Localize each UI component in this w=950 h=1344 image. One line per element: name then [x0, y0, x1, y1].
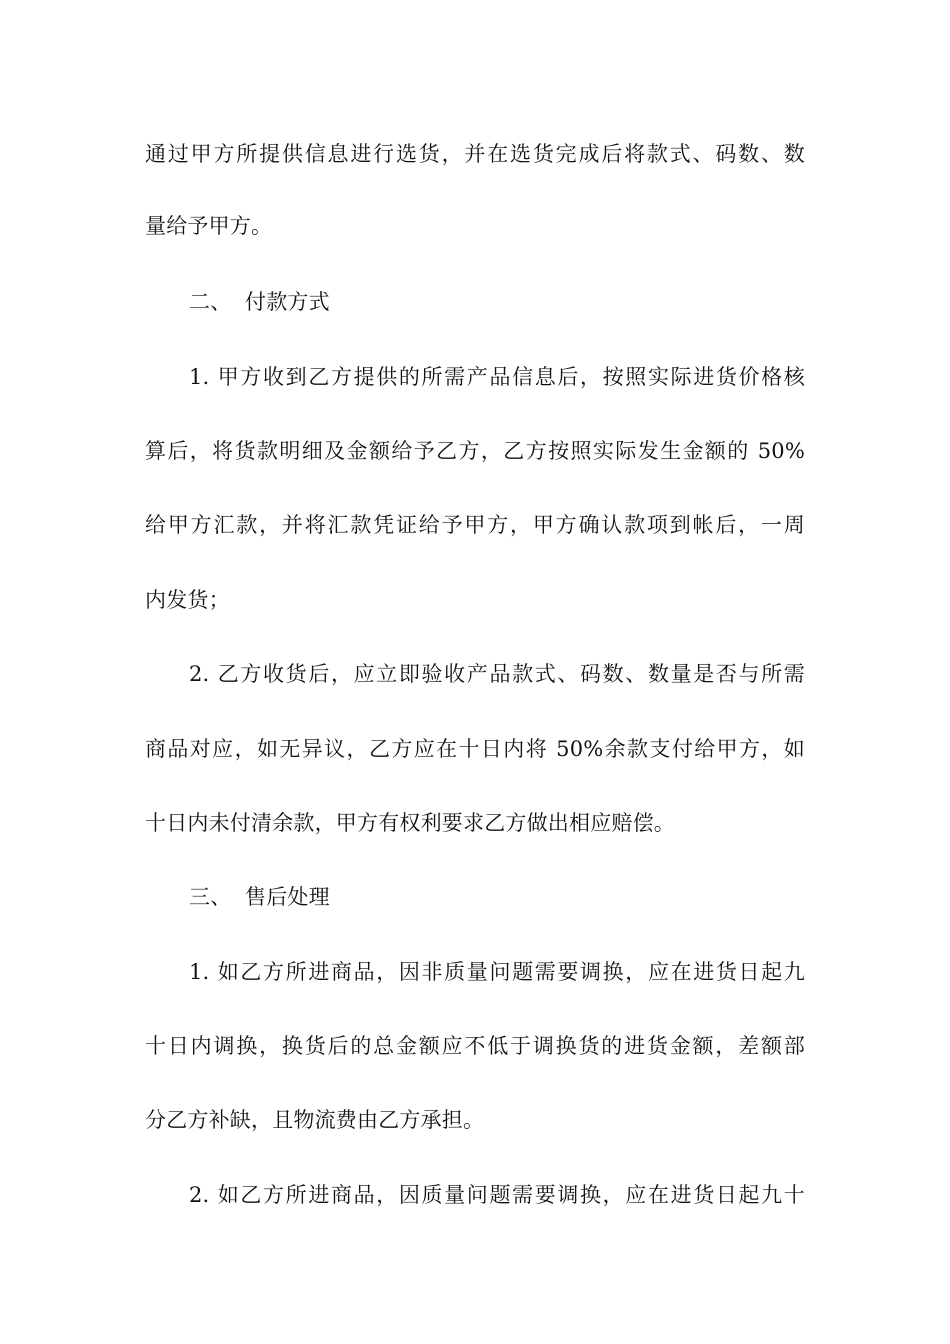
paragraph-line: 内发货；	[145, 588, 230, 612]
paragraph-line: 商品对应，如无异议，乙方应在十日内将 50%余款支付给甲方，如	[145, 737, 805, 761]
paragraph-line: 量给予甲方。	[145, 214, 273, 238]
paragraph-line: 1. 如乙方所进商品，因非质量问题需要调换，应在进货日起九	[189, 960, 805, 984]
section-number: 二、	[189, 290, 232, 314]
paragraph-line: 2. 如乙方所进商品，因质量问题需要调换，应在进货日起九十	[189, 1183, 805, 1207]
section-heading-after-sales	[189, 882, 849, 912]
section-title: 售后处理	[245, 885, 330, 909]
paragraph-line: 1. 甲方收到乙方提供的所需产品信息后，按照实际进货价格核	[189, 365, 805, 389]
section-number: 三、	[189, 885, 232, 909]
section-title: 付款方式	[245, 290, 330, 314]
paragraph-line: 十日内调换，换货后的总金额应不低于调换货的进货金额，差额部	[145, 1034, 805, 1058]
paragraph-line: 给甲方汇款，并将汇款凭证给予甲方，甲方确认款项到帐后，一周	[145, 513, 805, 537]
paragraph-line: 十日内未付清余款，甲方有权利要求乙方做出相应赔偿。	[145, 811, 675, 835]
paragraph-line: 分乙方补缺，且物流费由乙方承担。	[145, 1108, 485, 1132]
paragraph-line: 通过甲方所提供信息进行选货，并在选货完成后将款式、码数、数	[145, 142, 805, 166]
paragraph-line: 算后，将货款明细及金额给予乙方，乙方按照实际发生金额的 50%	[145, 439, 805, 463]
section-heading-payment	[189, 287, 849, 317]
paragraph-line: 2. 乙方收货后，应立即验收产品款式、码数、数量是否与所需	[189, 662, 805, 686]
